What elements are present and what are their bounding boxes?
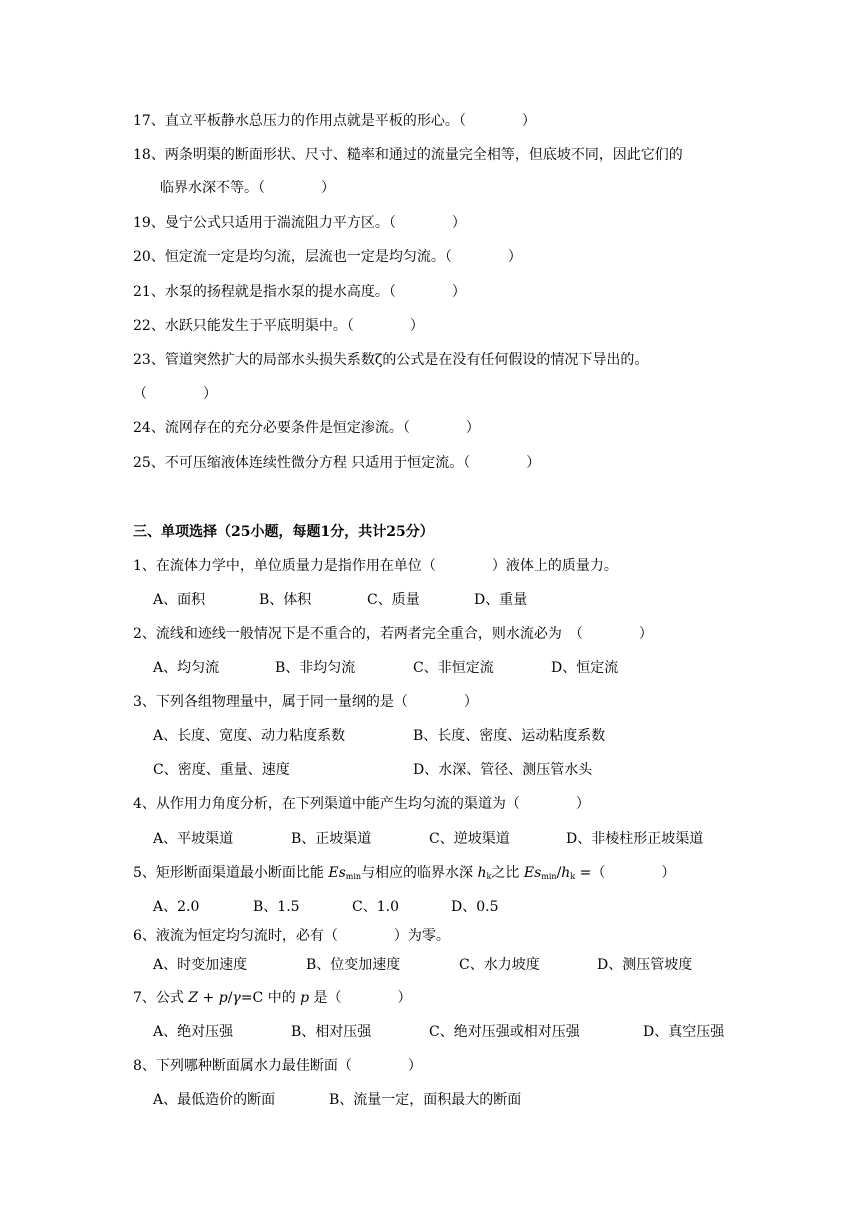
option-d: D、重量: [474, 592, 528, 608]
es-subscript: min: [345, 872, 362, 881]
q5-es: [328, 865, 361, 881]
plus-sign: +: [198, 990, 219, 1006]
option-b: B、正坡渠道: [291, 831, 372, 847]
q5-text-pre: 5、矩形断面渠道最小断面比能: [133, 865, 329, 881]
h-symbol: h: [561, 865, 571, 881]
h-subscript: k: [486, 872, 492, 881]
option-a: A、2.0: [153, 899, 200, 915]
option-a: A、长度、宽度、动力粘度系数: [153, 728, 346, 744]
gamma-symbol: γ: [232, 990, 241, 1006]
z-symbol: Z: [188, 990, 199, 1006]
option-b: B、长度、密度、运动粘度系数: [413, 728, 606, 744]
es-symbol: Es: [328, 865, 346, 881]
section-heading: 三、单项选择（25小题，每题1分，共计25分）: [133, 524, 434, 540]
option-d: D、水深、管径、测压管水头: [413, 762, 593, 778]
option-b: B、流量一定，面积最大的断面: [329, 1092, 522, 1108]
tf-item-25: 25、不可压缩液体连续性微分方程 只适用于恒定流。（ ）: [133, 455, 541, 471]
p-symbol: p: [218, 990, 228, 1006]
tf-item-22: 22、水跃只能发生于平底明渠中。（ ）: [133, 318, 424, 334]
question-2: 2、流线和迹线一般情况下是不重合的，若两者完全重合，则水流必为 （ ）: [133, 626, 653, 642]
option-b: B、1.5: [253, 899, 300, 915]
tf-item-18-cont: 临界水深不等。（ ）: [160, 180, 335, 196]
option-d: D、恒定流: [551, 660, 619, 676]
question-8: 8、下列哪种断面属水力最佳断面（ ）: [133, 1058, 422, 1074]
option-c: C、非恒定流: [413, 660, 494, 676]
q5-h-2: [561, 865, 575, 881]
option-a: A、时变加速度: [153, 957, 248, 973]
option-d: D、真空压强: [643, 1024, 725, 1040]
slash: /: [227, 990, 233, 1006]
option-d: D、非棱柱形正坡渠道: [566, 831, 704, 847]
es-symbol: Es: [523, 865, 542, 881]
option-b: B、体积: [259, 592, 312, 608]
option-c: C、质量: [367, 592, 420, 608]
tf-item-23-cont: （ ）: [133, 386, 217, 402]
option-b: B、相对压强: [291, 1024, 372, 1040]
q5-es-2: [524, 865, 557, 881]
tf-item-23: 23、管道突然扩大的局部水头损失系数ζ的公式是在没有任何假设的情况下导出的。: [133, 352, 649, 368]
tf-item-24: 24、流网存在的充分必要条件是恒定渗流。（ ）: [133, 420, 480, 436]
option-b: B、非均匀流: [275, 660, 356, 676]
question-3: 3、下列各组物理量中，属于同一量纲的是（ ）: [133, 694, 478, 710]
option-c: C、逆坡渠道: [429, 831, 510, 847]
option-c: C、绝对压强或相对压强: [429, 1024, 580, 1040]
tf-item-17: 17、直立平板静水总压力的作用点就是平板的形心。（ ）: [133, 113, 536, 129]
option-b: B、位变加速度: [306, 957, 401, 973]
q7-text-post: 是（ ）: [309, 990, 412, 1006]
tf-item-18: 18、两条明渠的断面形状、尺寸、糙率和通过的流量完全相等，但底坡不同，因此它们的: [133, 147, 683, 163]
h-subscript: k: [570, 872, 576, 881]
option-c: C、1.0: [352, 899, 399, 915]
option-d: D、测压管坡度: [597, 957, 693, 973]
q7-text-pre: 7、公式: [133, 990, 189, 1006]
q5-text-ratio: 之比: [491, 865, 524, 881]
q5-text-post: =（ ）: [575, 865, 676, 881]
q5-text-mid: 与相应的临界水深: [361, 865, 478, 881]
q5-h: [478, 865, 492, 881]
option-c: C、密度、重量、速度: [153, 762, 290, 778]
slash: /: [556, 865, 562, 881]
tf-item-20: 20、恒定流一定是均匀流，层流也一定是均匀流。（ ）: [133, 249, 522, 265]
option-a: A、最低造价的断面: [153, 1092, 276, 1108]
h-symbol: h: [477, 865, 487, 881]
es-subscript: min: [541, 872, 557, 881]
question-4: 4、从作用力角度分析，在下列渠道中能产生均匀流的渠道为（ ）: [133, 796, 590, 812]
tf-item-21: 21、水泵的扬程就是指水泵的提水高度。（ ）: [133, 284, 466, 300]
question-1: 1、在流体力学中，单位质量力是指作用在单位（ ）液体上的质量力。: [133, 558, 618, 574]
q7-text-eq: =C 中的: [240, 990, 301, 1006]
question-5: [133, 863, 675, 887]
option-a: A、绝对压强: [153, 1024, 234, 1040]
option-a: A、均匀流: [153, 660, 220, 676]
option-d: D、0.5: [451, 899, 499, 915]
p-symbol-2: p: [300, 990, 310, 1006]
option-a: A、面积: [153, 592, 206, 608]
question-7: [133, 988, 412, 1008]
question-6: 6、液流为恒定均匀流时，必有（ ）为零。: [133, 928, 450, 944]
option-c: C、水力坡度: [459, 957, 540, 973]
tf-item-19: 19、曼宁公式只适用于湍流阻力平方区。（ ）: [133, 215, 466, 231]
option-a: A、平坡渠道: [153, 831, 234, 847]
